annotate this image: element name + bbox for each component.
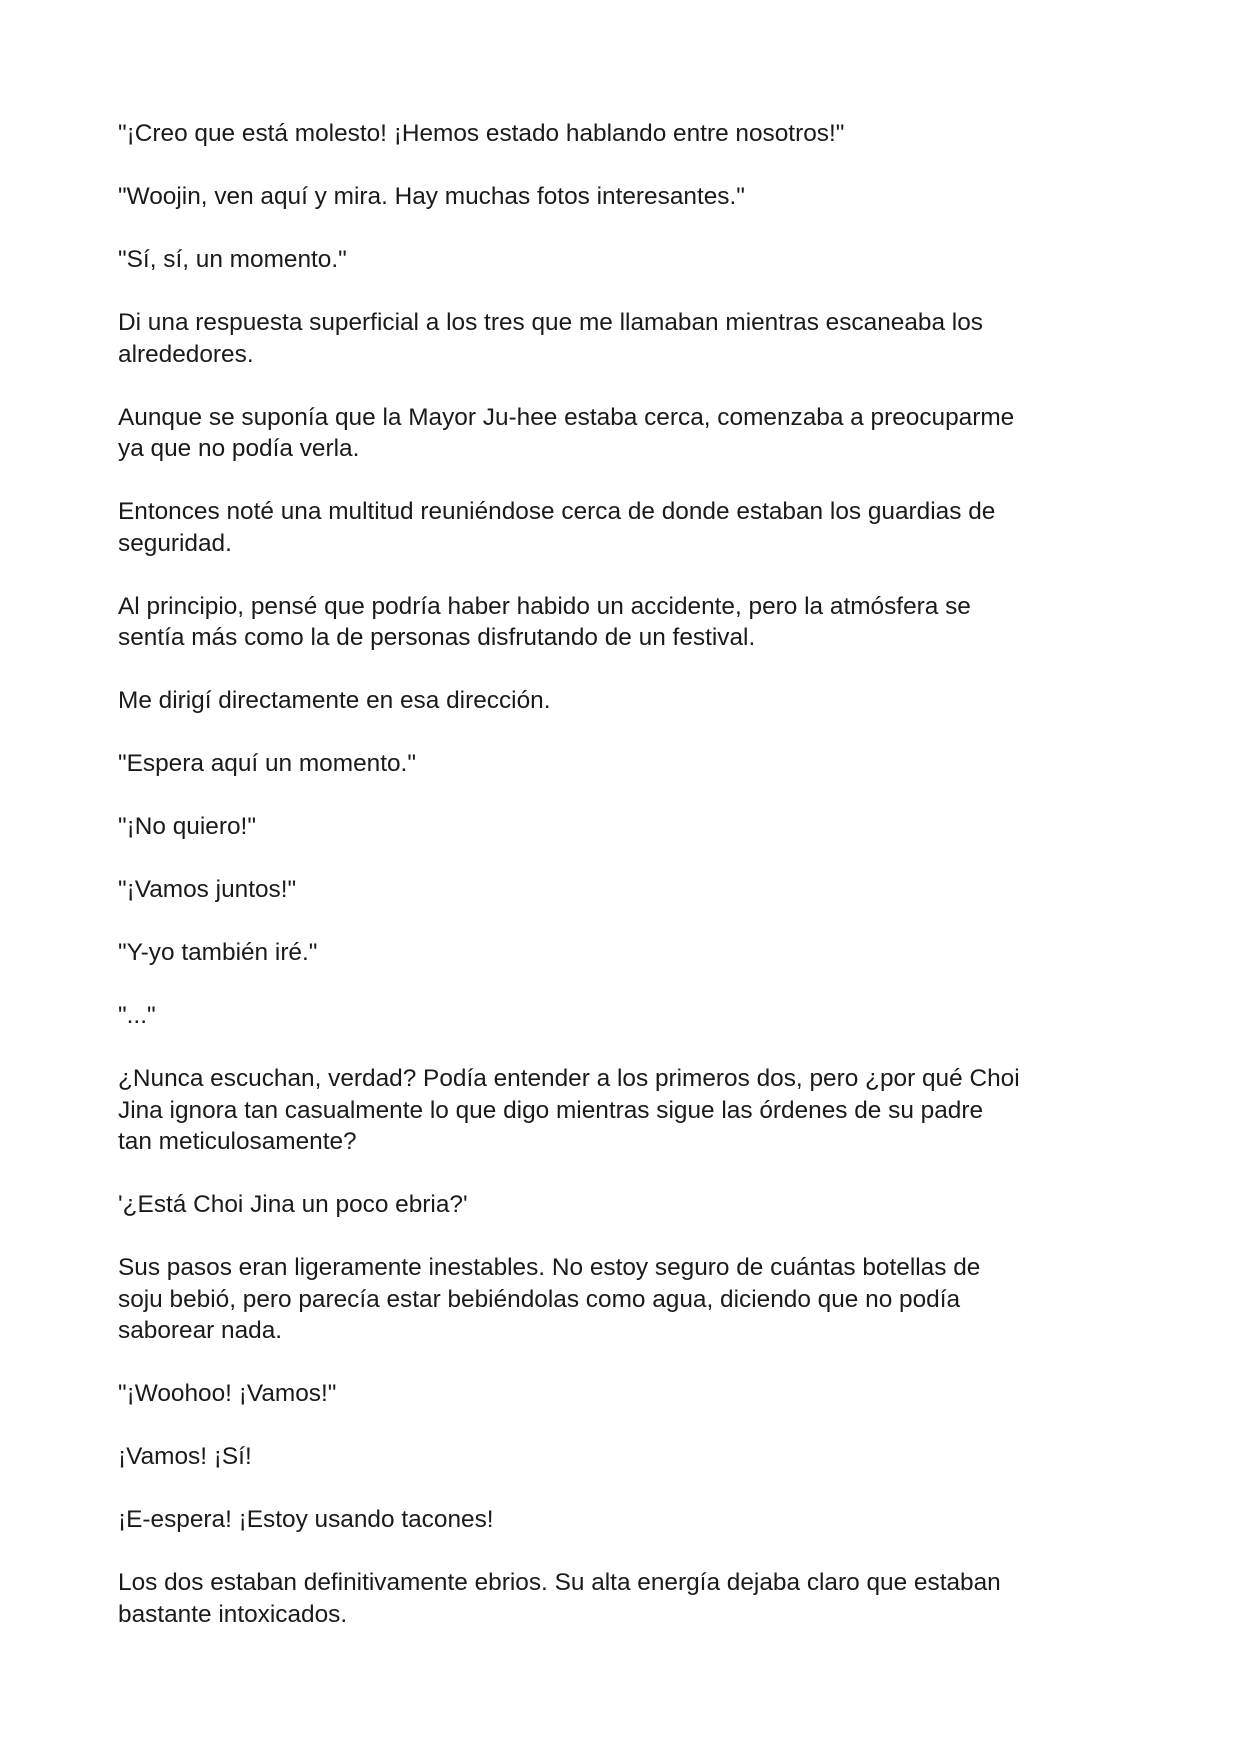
paragraph: "Y-yo también iré." bbox=[118, 939, 318, 966]
paragraph: "Woojin, ven aquí y mira. Hay muchas fotos interesantes." bbox=[118, 183, 745, 210]
paragraph: "¡Woohoo! ¡Vamos!" bbox=[118, 1380, 337, 1407]
document-page bbox=[118, 118, 1128, 1662]
paragraph: "¡Vamos juntos!" bbox=[118, 876, 297, 903]
paragraph: Entonces noté una multitud reuniéndose cerca de donde estaban los guardias de seguridad. bbox=[118, 498, 996, 557]
paragraph: "¡No quiero!" bbox=[118, 813, 256, 840]
paragraph: ¡E-espera! ¡Estoy usando tacones! bbox=[118, 1506, 494, 1533]
paragraph: '¿Está Choi Jina un poco ebria?' bbox=[118, 1191, 468, 1218]
paragraph: Sus pasos eran ligeramente inestables. No estoy seguro de cuántas botellas de soju bebió, pero parecía estar bebiéndolas como agua, diciendo que no podía saborear nada. bbox=[118, 1254, 981, 1344]
paragraph: ¡Vamos! ¡Sí! bbox=[118, 1443, 252, 1470]
paragraph: Los dos estaban definitivamente ebrios. Su alta energía dejaba claro que estaban bastante intoxicados. bbox=[118, 1569, 1001, 1628]
paragraph: "..." bbox=[118, 1002, 156, 1029]
paragraph: Di una respuesta superficial a los tres que me llamaban mientras escaneaba los alrededores. bbox=[118, 309, 983, 368]
paragraph: Al principio, pensé que podría haber habido un accidente, pero la atmósfera se sentía más como la de personas disfrutando de un festival. bbox=[118, 592, 971, 651]
paragraph: "Espera aquí un momento." bbox=[118, 750, 416, 777]
paragraph: "Sí, sí, un momento." bbox=[118, 246, 347, 273]
paragraph: Aunque se suponía que la Mayor Ju-hee estaba cerca, comenzaba a preocuparme ya que no podía verla. bbox=[118, 403, 1015, 462]
paragraph: ¿Nunca escuchan, verdad? Podía entender a los primeros dos, pero ¿por qué Choi Jina ignora tan casualmente lo que digo mientras sigue las órdenes de su padre tan meticulosamente? bbox=[118, 1065, 1020, 1155]
paragraph: Me dirigí directamente en esa dirección. bbox=[118, 687, 551, 714]
paragraph: "¡Creo que está molesto! ¡Hemos estado hablando entre nosotros!" bbox=[118, 120, 845, 147]
